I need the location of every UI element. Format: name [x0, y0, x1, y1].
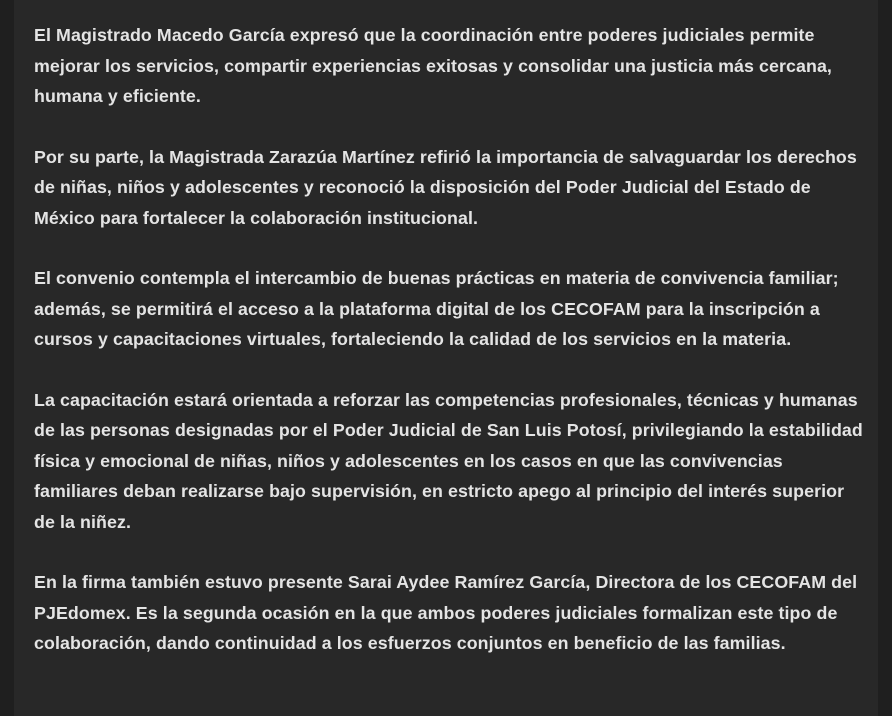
article-paragraph-5: En la firma también estuvo presente Sarai Aydee Ramírez García, Directora de los CECOFAM del PJEdomex. Es la segunda ocasión en la que ambos poderes judiciales formalizan este tipo de colaboración, dando continuidad a los esfuerzos conjuntos en beneficio de las familias. — [34, 572, 858, 653]
article-paragraph-4: La capacitación estará orientada a reforzar las competencias profesionales, técnicas y humanas de las personas designadas por el Poder Judicial de San Luis Potosí, privilegiando la estabilidad física y emocional de niñas, niños y adolescentes en los casos en que las convivencias familiares deban realizarse bajo supervisión, en estricto apego al principio del interés superior de la niñez. — [34, 389, 863, 532]
article-paragraph-1: El Magistrado Macedo García expresó que la coordinación entre poderes judiciales permite mejorar los servicios, compartir experiencias exitosas y consolidar una justicia más cercana, humana y eficiente. — [34, 25, 832, 106]
article-body — [14, 0, 878, 716]
article-paragraph-3: El convenio contempla el intercambio de buenas prácticas en materia de convivencia familiar; además, se permitirá el acceso a la plataforma digital de los CECOFAM para la inscripción a cursos y capacitaciones virtuales, fortaleciendo la calidad de los servicios en la materia. — [34, 268, 839, 349]
article-paragraph-2: Por su parte, la Magistrada Zarazúa Martínez refirió la importancia de salvaguardar los derechos de niñas, niños y adolescentes y reconoció la disposición del Poder Judicial del Estado de México para fortalecer la colaboración institucional. — [34, 146, 857, 228]
